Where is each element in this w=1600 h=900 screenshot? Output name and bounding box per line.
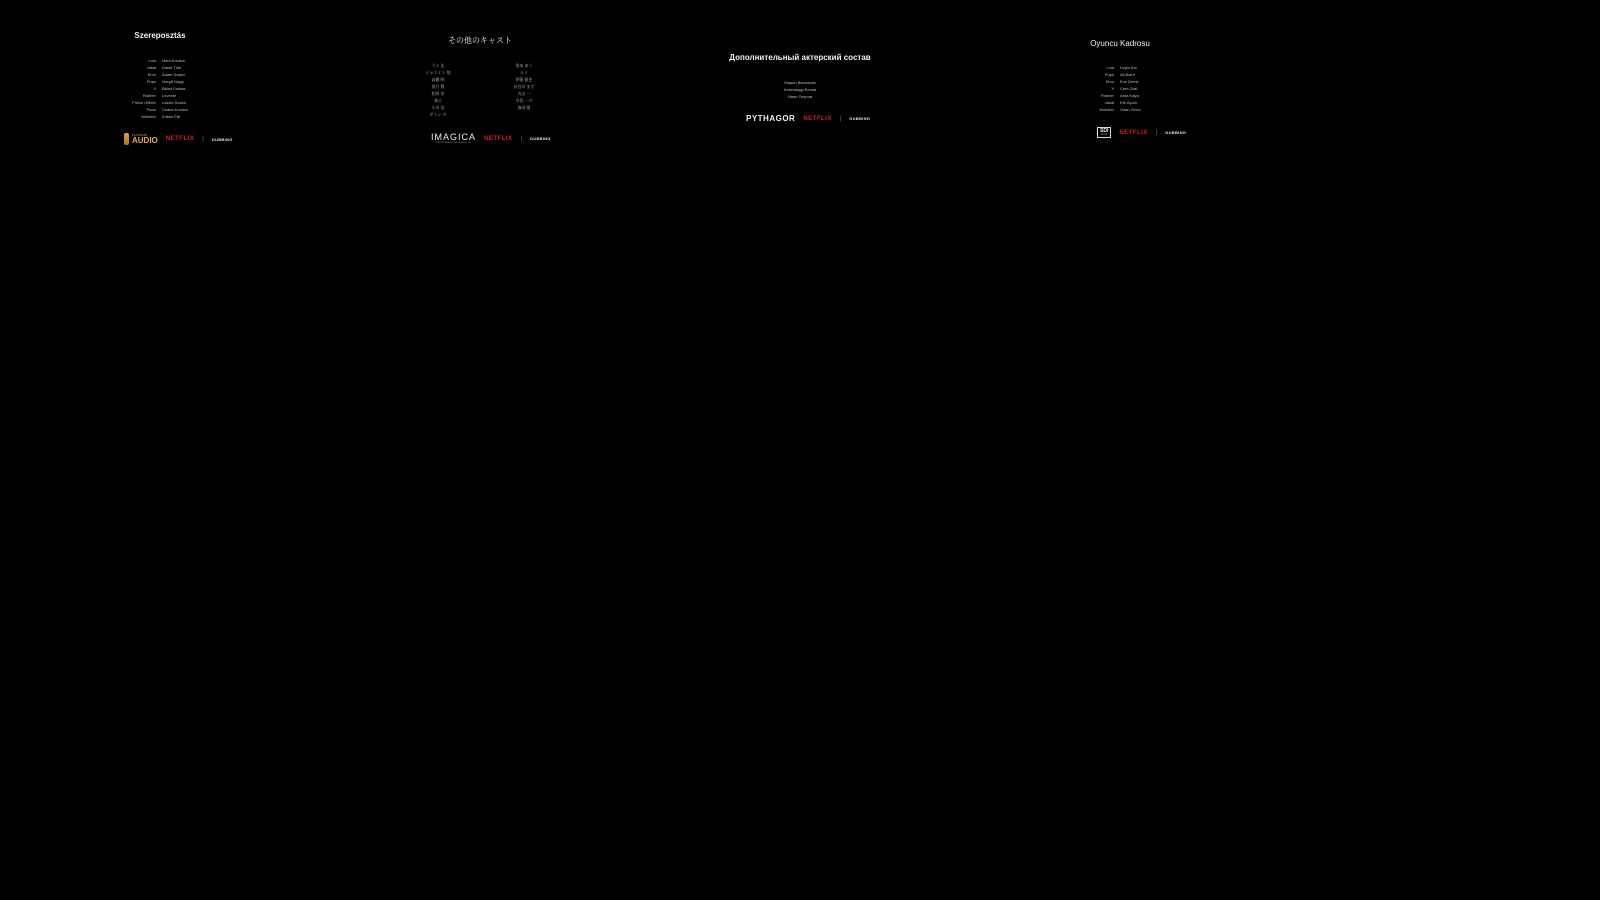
credit-role: Police Officer [132,100,156,105]
credit-role: Emo [1105,79,1114,84]
credit-role: Mobster [1099,107,1114,112]
credits-list [1088,64,1156,113]
credits-list [760,79,840,100]
credit-name: Levente [162,93,177,98]
card-title: Дополнительный актерский состав [729,53,871,62]
imagica-logo-main: IMAGICA [431,132,477,142]
pythagor-logo: PYTHAGOR [746,114,796,123]
credit-name: Efe Aydın [1120,100,1138,105]
logo-divider: | [202,136,204,142]
microphone-icon [124,133,129,145]
credit-name: Nóra Kovács [162,58,185,63]
credit-empty [504,111,544,118]
credit-name: Александр Белов [783,87,817,92]
logo-divider: | [1155,129,1158,136]
credit-name: ルミ [520,70,528,75]
audio-logo-top: PLATINUM [132,132,147,137]
netflix-logo: NETFLIX [803,115,832,122]
credit-name: 丸山 一 [517,91,531,96]
credit-name: ラメ 汰 [431,63,445,68]
dubbing-label: DUBBING [211,136,233,142]
dubbing-label: DUBBING [1165,130,1187,135]
netflix-logo: NETFLIX [484,135,513,142]
sdi-logo-sub: MEDIA [1101,134,1108,136]
credit-name: 高橋 明 [431,77,445,82]
audio-logo-main: AUDIO [132,135,158,145]
credit-role: Mobster [141,114,156,119]
logo-row [431,133,551,144]
credit-role: Emo [147,72,156,77]
logo-row [124,133,233,145]
netflix-logo: NETFLIX [165,136,195,142]
credit-name: Ádám Szabó [162,72,185,77]
credit-name: Ece Demir [1120,79,1139,84]
credit-name: サトシ タ [429,112,447,117]
credit-role: Pups [146,79,156,84]
dubbing-label: DUBBING [530,136,551,141]
credit-name: Csaba Kovács [162,107,188,112]
credit-role: Robber [142,93,156,98]
credit-role: Jakal [1104,100,1114,105]
credit-name: ジャスミン 翔 [425,70,451,75]
logo-row [1097,127,1186,138]
credit-name: Ozan Yıldız [1120,107,1141,112]
credit-name: Zoltán Pál [162,114,181,119]
credit-name: 森田 陽 [517,105,531,110]
credit-name: Мирон Васильев [784,80,816,85]
dubbing-label: DUBBING [849,116,871,121]
credit-role: Robber [1100,93,1114,98]
credit-name: 小川 浩 [431,105,445,110]
credit-name: Cem Oral [1120,86,1138,91]
credit-role: Pups [1104,72,1114,77]
credit-role: Lola [1106,65,1114,70]
credit-name: László Szabó [162,100,187,105]
netflix-logo: NETFLIX [1119,129,1148,136]
credit-name: Arda Kaya [1120,93,1139,98]
credit-role: Jakal [146,65,156,70]
sdi-media-logo [1097,127,1111,138]
credit-name: 伊藤 雅史 [515,77,533,82]
credit-name: Иван Петров [788,94,812,99]
credit-name: 早坂 一介 [515,98,533,103]
card-title: Oyuncu Kadrosu [1090,39,1150,48]
credits-list [122,57,206,120]
credit-name: Dávid Tóth [162,65,182,70]
sdi-logo-main: SDI [1100,128,1109,134]
credits-list [418,62,544,118]
credit-name: Ali Bulut [1120,72,1135,77]
logo-divider: | [839,115,842,122]
logo-divider: | [520,135,523,142]
credit-name: Gergő Nagy [162,79,184,84]
credit-name: Bálint Farkas [162,86,186,91]
credit-name: 望月 賢 [431,84,445,89]
audio-studio-logo [124,133,158,145]
credit-name: Leyla Kar [1120,65,1137,70]
credit-name: 笹本 ゆう [515,63,533,68]
credit-role: X [1111,86,1114,91]
logo-row [746,114,870,123]
card-title: Szereposztás [134,31,186,40]
credit-role: Pedo [146,107,156,112]
credit-role: Lola [148,58,156,63]
credit-role: X [153,86,156,91]
card-title: その他のキャスト [448,36,512,45]
credit-name: 松岡 淳 [431,91,445,96]
credit-name: 長谷川 まさ [513,84,535,89]
imagica-logo-sub: ENTERTAINMENT MEDIA SERVICES [436,142,471,144]
credit-name: 恭士 [434,98,442,103]
imagica-logo [431,133,476,144]
